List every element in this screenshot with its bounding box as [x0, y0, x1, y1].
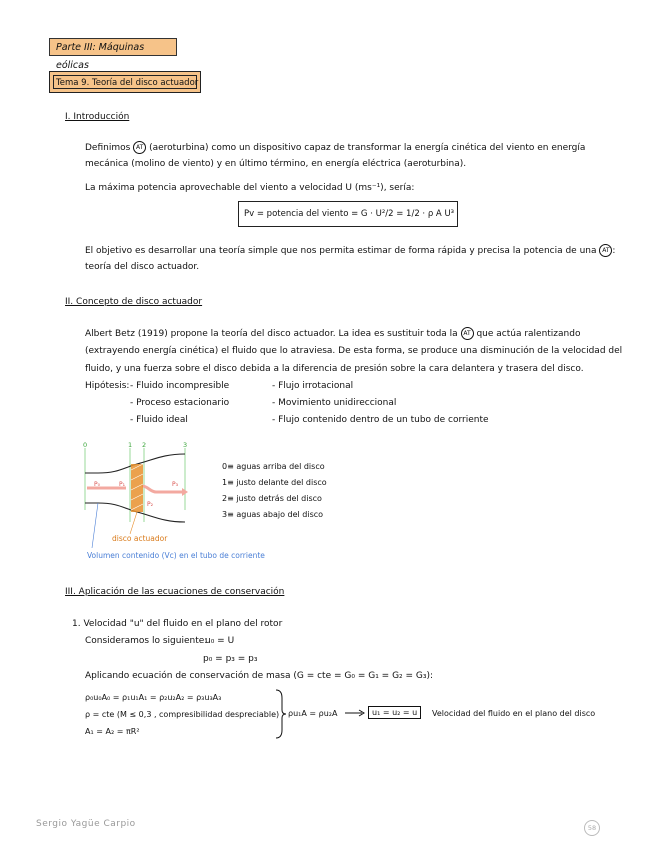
subsection-1: 1. Velocidad "u" del fluido en el plano del rotor [72, 619, 283, 629]
hyp-left-3: - Fluido ideal [130, 415, 188, 425]
disk-pointer [130, 512, 137, 534]
disk-label: disco actuador [112, 534, 168, 543]
equation-3: A₁ = A₂ = πR² [85, 727, 140, 736]
hyp-left-1: - Fluido incompresible [130, 381, 230, 391]
hyp-right-3: - Flujo contenido dentro de un tubo de corriente [272, 415, 489, 425]
page-number: 58 [584, 820, 600, 836]
station-num-3: 3 [183, 441, 188, 449]
betz-line-2: (extrayendo energía cinética) el fluido que lo atraviesa. De esta forma, se produce una disminución de la velocidad del [85, 346, 623, 356]
legend-2: 2≡ justo detrás del disco [222, 494, 322, 503]
result-box: u₁ = u₂ = u [368, 706, 421, 719]
legend-1: 1≡ justo delante del disco [222, 478, 327, 487]
label-p1: P₁ [119, 481, 126, 488]
condition-1: u₀ = U [205, 636, 235, 646]
result-equation: ρu₁A = ρu₂A [288, 709, 338, 718]
at-badge: AT [133, 141, 146, 154]
label-p3: P₃ [172, 481, 179, 488]
betz-text-b: que actúa ralentizando [476, 329, 581, 339]
station-num-2: 2 [142, 441, 147, 449]
betz-line-1 [85, 327, 580, 340]
intro-line-3: La máxima potencia aprovechable del viento a velocidad U (ms⁻¹), sería: [85, 183, 415, 193]
section-2-heading: II. Concepto de disco actuador [65, 297, 203, 307]
objective-line-2: teoría del disco actuador. [85, 262, 200, 272]
label-p0: P₀ [94, 481, 101, 488]
tema-title: Tema 9. Teoría del disco actuador [53, 75, 197, 89]
betz-line-3: fluido, y una fuerza sobre el disco debida a la diferencia de presión sobre la cara delantera y trasera del disco. [85, 364, 584, 374]
footer-author: Sergio Yagüe Carpio [36, 819, 136, 829]
intro-line-2: mecánica (molino de viento) y en último término, en energía eléctrica (aeroturbina). [85, 159, 467, 169]
part-title: Parte III: Máquinas eólicas [49, 38, 177, 56]
equation-2: ρ = cte (M ≤ 0,3 , compresibilidad despreciable) [85, 710, 280, 719]
station-num-0: 0 [83, 441, 88, 449]
result-box-wrap [368, 706, 421, 719]
legend-3: 3≡ aguas abajo del disco [222, 510, 324, 519]
arrow-right-icon [344, 708, 366, 718]
station-num-1: 1 [128, 441, 133, 449]
hyp-right-2: - Movimiento unidireccional [272, 398, 397, 408]
hypothesis-label: Hipótesis: [85, 381, 130, 391]
hyp-left-2: - Proceso estacionario [130, 398, 230, 408]
intro-line-1 [85, 141, 585, 154]
at-badge-3: AT [461, 327, 474, 340]
result-text: Velocidad del fluido en el plano del disco [432, 709, 596, 718]
tema-title-box [49, 71, 201, 93]
intro-text-b: (aeroturbina) como un dispositivo capaz de transformar la energía cinética del viento en energía [149, 143, 586, 153]
condition-2: p₀ = p₃ = p₃ [203, 654, 258, 664]
intro-text-a: Definimos [85, 143, 131, 153]
volume-label: Volumen contenido (Vc) en el tubo de corriente [87, 551, 265, 560]
objective-text: El objetivo es desarrollar una teoría simple que nos permita estimar de forma rápida y precisa la potencia de una [85, 246, 597, 256]
formula-box: Pv = potencia del viento = G · U²/2 = 1/2 · ρ A U³ [238, 201, 458, 227]
at-badge-2: AT [599, 244, 612, 257]
legend-0: 0≡ aguas arriba del disco [222, 462, 325, 471]
volume-pointer [92, 503, 98, 548]
section-1-heading: I. Introducción [65, 112, 130, 122]
label-p2: P₂ [147, 501, 154, 508]
mass-conservation-line: Aplicando ecuación de conservación de masa (G = cte = G₀ = G₁ = G₂ = G₃): [85, 671, 434, 681]
equation-1: ρ₀u₀A₀ = ρ₁u₁A₁ = ρ₂u₂A₂ = ρ₃u₃A₃ [85, 693, 222, 702]
section-3-heading: III. Aplicación de las ecuaciones de conservación [65, 587, 285, 597]
betz-text-a: Albert Betz (1919) propone la teoría del disco actuador. La idea es sustituir toda la [85, 329, 458, 339]
objective-line-1: El objetivo es desarrollar una teoría simple que nos permita estimar de forma rápida y precisa la potencia de una AT : [85, 246, 616, 256]
hyp-right-1: - Flujo irrotacional [272, 381, 354, 391]
brace-right [274, 688, 288, 740]
consider-label: Consideramos lo siguiente: [85, 636, 208, 646]
